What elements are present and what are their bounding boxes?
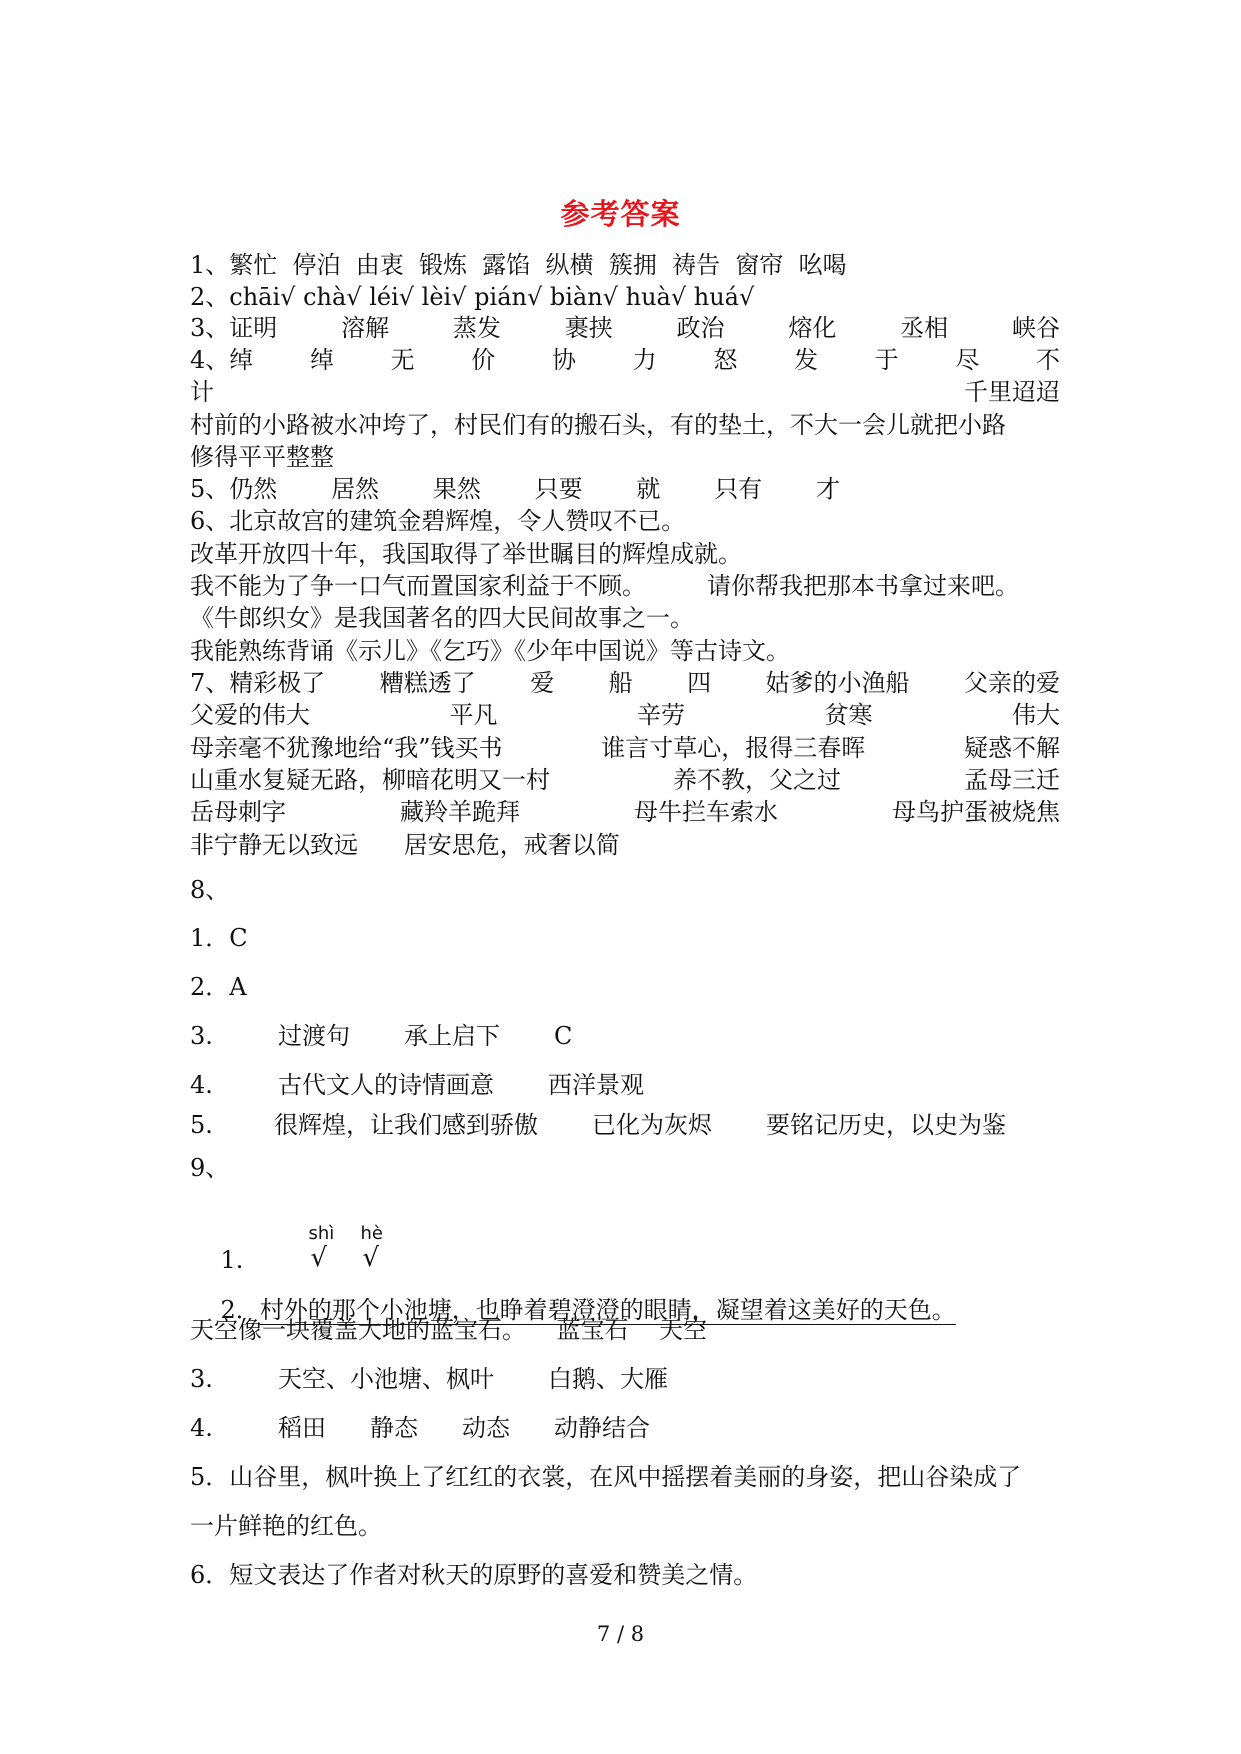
answer-7-item: 岳母刺字: [190, 798, 286, 826]
answer-4-item: 价: [471, 346, 496, 374]
answer-4-item: 发: [793, 346, 818, 374]
answer-7-item: 母牛拦车索水: [634, 798, 778, 826]
answer-3: [190, 313, 1060, 343]
q9-item: 静态: [370, 1414, 418, 1442]
q9-answer-2-detail: 天空像一块覆盖大地的蓝宝石。 蓝宝石 天空: [190, 1316, 708, 1344]
answer-5-item: 居然: [331, 475, 380, 503]
question-8-label: 8、: [190, 876, 230, 904]
q8-item: 很辉煌，让我们感到骄傲: [274, 1111, 538, 1139]
underlined-sentence: 村外的那个小池塘，也睁着碧澄澄的眼睛，凝望着这美好的天色。: [259, 1296, 956, 1324]
answer-4-item: 绰: [309, 346, 334, 374]
answer-4-item: 不: [1036, 346, 1060, 374]
answer-4: [190, 345, 1060, 375]
q9-item: 稻田: [278, 1414, 326, 1442]
answer-4-sentence: 村前的小路被水冲垮了，村民们有的搬石头，有的垫土，不大一会儿就把小路: [190, 411, 1006, 439]
answer-3-item: 峡谷: [1011, 314, 1060, 342]
q8-item: 西洋景观: [548, 1071, 644, 1099]
q9-item: 动静结合: [554, 1414, 650, 1442]
q8-item: 古代文人的诗情画意: [278, 1071, 494, 1099]
answer-4-item: 无: [390, 346, 415, 374]
q9-answer-5-b: 一片鲜艳的红色。: [190, 1512, 382, 1540]
q8-number: 3.: [190, 1022, 213, 1050]
answer-4-item: 尽: [955, 346, 980, 374]
answer-5-item: 果然: [432, 475, 481, 503]
q9-item: 动态: [462, 1414, 510, 1442]
q8-item: 要铭记历史，以史为鉴: [766, 1111, 1006, 1139]
answer-4-item: 协: [551, 346, 576, 374]
question-9-label: 9、: [190, 1154, 230, 1182]
q8-answer-2: 2．A: [190, 973, 247, 1001]
answer-4-item: 计: [190, 378, 214, 406]
answer-5-item: 才: [815, 475, 840, 503]
q8-answer-5: [190, 1110, 1060, 1140]
answer-3-item: 政治: [676, 314, 725, 342]
answer-6-b: 改革开放四十年，我国取得了举世瞩目的辉煌成就。: [190, 540, 742, 568]
answer-7-item: 爱: [530, 669, 555, 697]
answer-7-item: 疑惑不解: [963, 734, 1060, 762]
q9-number: 2．: [220, 1296, 260, 1324]
answer-7-item: 平凡: [449, 701, 498, 729]
check-mark-icon: √: [362, 1243, 380, 1273]
answer-7-item: 藏羚羊跪拜: [400, 798, 520, 826]
page-number: 7 / 8: [596, 1622, 645, 1646]
q9-item: 白鹅、大雁: [548, 1365, 668, 1393]
answer-7-item: 养不教，父之过: [673, 766, 841, 794]
answer-4-item: 4、绰: [190, 346, 254, 374]
q9-answer-1: [190, 1195, 405, 1274]
q9-answer-5-a: 5．山谷里，枫叶换上了红红的衣裳，在风中摇摆着美丽的身姿，把山谷染成了: [190, 1463, 1022, 1491]
q9-number: 3.: [190, 1365, 213, 1393]
answer-3-item: 溶解: [341, 314, 390, 342]
answer-6-c: 我不能为了争一口气而置国家利益于不顾。 请你帮我把那本书拿过来吧。: [190, 572, 1020, 600]
answer-7-item: 姑爹的小渔船: [765, 669, 910, 697]
answer-7-item: 贫寒: [824, 701, 873, 729]
answer-5: [190, 474, 840, 504]
answer-7-a: [190, 668, 1060, 698]
answer-3-item: 熔化: [788, 314, 837, 342]
q9-number: 1.: [220, 1246, 244, 1274]
q8-answer-4: [190, 1070, 1060, 1100]
q9-number: 4.: [190, 1414, 213, 1442]
answer-3-item: 裹挟: [564, 314, 613, 342]
answer-7-item: 谁言寸草心，报得三春晖: [601, 734, 866, 762]
q8-number: 4.: [190, 1071, 213, 1099]
answer-7-item: 伟大: [1012, 701, 1060, 729]
answer-3-item: 3、证明: [190, 314, 278, 342]
answer-7-item: 船: [608, 669, 633, 697]
answer-4-item: 怒: [713, 346, 738, 374]
q8-number: 5.: [190, 1111, 213, 1139]
answer-6-d: 《牛郎织女》是我国著名的四大民间故事之一。: [190, 604, 694, 632]
answer-7-item: 孟母三迁: [964, 766, 1060, 794]
answer-7-b: [190, 700, 1060, 730]
answer-7-item: 山重水复疑无路，柳暗花明又一村: [190, 766, 550, 794]
answer-7-item: 四: [687, 669, 712, 697]
answer-4-sentence-end: 修得平平整整: [190, 443, 334, 471]
answer-3-item: 丞相: [900, 314, 949, 342]
answer-5-item: 只有: [714, 475, 763, 503]
answer-7-c: [190, 733, 1060, 763]
answer-7-d: [190, 765, 1060, 795]
answer-5-item: 就: [636, 475, 661, 503]
answer-4-item: 力: [632, 346, 657, 374]
answer-3-item: 蒸发: [452, 314, 501, 342]
q8-answer-1: 1．C: [190, 924, 248, 952]
answer-1: 1、繁忙 停泊 由衷 锻炼 露馅 纵横 簇拥 祷告 窗帘 吆喝: [190, 251, 847, 279]
answer-5-item: 只要: [534, 475, 583, 503]
answer-7-e: [190, 797, 1060, 827]
answer-7-item: 辛劳: [637, 701, 685, 729]
pinyin-text: shì: [308, 1223, 335, 1244]
answer-7-item: 母亲毫不犹豫地给“我”钱买书: [190, 734, 503, 762]
answer-7-item: 父亲的爱: [964, 669, 1060, 697]
answer-7-item: 父爱的伟大: [190, 701, 310, 729]
answer-6-e: 我能熟练背诵《示儿》《乞巧》《少年中国说》等古诗文。: [190, 637, 790, 665]
answer-4-continued: [190, 377, 1060, 407]
q9-answer-4: [190, 1413, 1060, 1443]
answer-4-item: 千里迢迢: [964, 378, 1060, 406]
q8-item: C: [554, 1022, 573, 1050]
pinyin-text: hè: [360, 1223, 383, 1244]
q8-item: 承上启下: [404, 1022, 500, 1050]
q9-item: 天空、小池塘、枫叶: [278, 1365, 494, 1393]
answer-7-item: 母鸟护蛋被烧焦: [892, 798, 1060, 826]
answer-7-f: 非宁静无以致远 居安思危，戒奢以简: [190, 831, 620, 859]
answer-2: 2、chāi√ chà√ léi√ lèi√ pián√ biàn√ huà√ huá√: [190, 283, 755, 311]
page-title: 参考答案: [560, 197, 681, 231]
answer-7-item: 7、精彩极了: [190, 669, 326, 697]
answer-4-item: 于: [874, 346, 899, 374]
answer-6-a: 6、北京故宫的建筑金碧辉煌，令人赞叹不已。: [190, 507, 686, 535]
q9-answer-3: [190, 1364, 1060, 1394]
answer-5-item: 5、仍然: [190, 475, 278, 503]
q8-item: 过渡句: [278, 1022, 350, 1050]
q9-answer-6: 6．短文表达了作者对秋天的原野的喜爱和赞美之情。: [190, 1561, 758, 1589]
check-mark-icon: √: [310, 1243, 328, 1273]
answer-7-item: 糟糕透了: [379, 669, 476, 697]
q8-item: 已化为灰烬: [592, 1111, 712, 1139]
q8-answer-3: [190, 1021, 1060, 1051]
